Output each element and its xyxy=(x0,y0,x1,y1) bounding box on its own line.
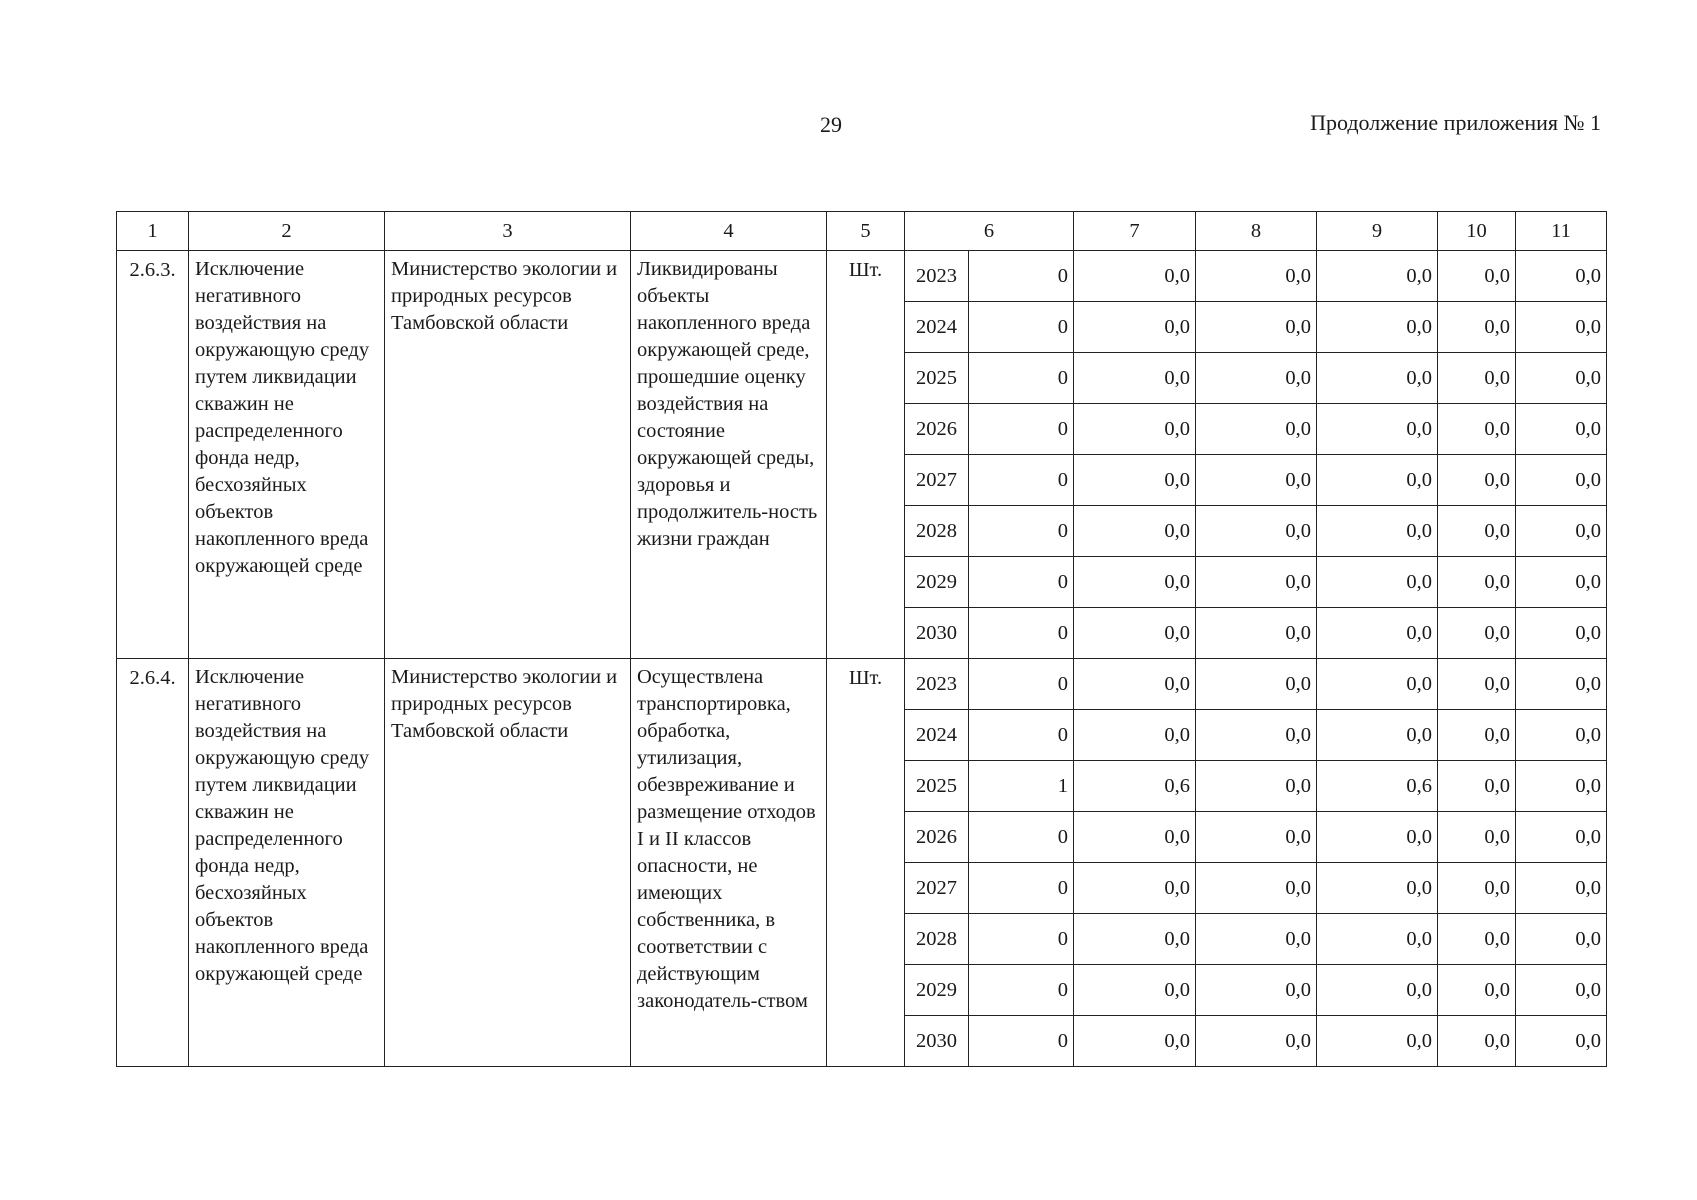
value-cell: 0,0 xyxy=(1438,353,1516,404)
year-cell: 2029 xyxy=(905,965,969,1016)
quantity-cell: 0 xyxy=(969,659,1074,710)
quantity-cell: 0 xyxy=(969,863,1074,914)
table-row xyxy=(117,251,1607,302)
column-header: 2 xyxy=(189,212,385,251)
value-cell: 0,0 xyxy=(1317,251,1438,302)
page-number: 29 xyxy=(820,112,842,137)
value-cell: 0,0 xyxy=(1516,1016,1607,1067)
year-cell: 2025 xyxy=(905,761,969,812)
value-cell: 0,0 xyxy=(1317,506,1438,557)
value-cell: 0,0 xyxy=(1074,1016,1196,1067)
value-cell: 0,0 xyxy=(1074,863,1196,914)
column-header: 10 xyxy=(1438,212,1516,251)
value-cell: 0,0 xyxy=(1438,302,1516,353)
value-cell: 0,0 xyxy=(1516,455,1607,506)
value-cell: 0,0 xyxy=(1317,659,1438,710)
value-cell: 0,0 xyxy=(1074,914,1196,965)
value-cell: 0,0 xyxy=(1074,557,1196,608)
value-cell: 0,0 xyxy=(1196,1016,1317,1067)
value-cell: 0,0 xyxy=(1516,812,1607,863)
value-cell: 0,6 xyxy=(1074,761,1196,812)
value-cell: 0,0 xyxy=(1438,812,1516,863)
column-header: 11 xyxy=(1516,212,1607,251)
value-cell: 0,0 xyxy=(1196,659,1317,710)
value-cell: 0,0 xyxy=(1516,710,1607,761)
indicator: Осуществлена транспортировка, обработка, утилизация, обезвреживание и размещение отходов I и II классов опасности, не имеющих собственника, в соответствии с действующим законодатель-ством xyxy=(631,659,827,1067)
value-cell: 0,0 xyxy=(1516,608,1607,659)
value-cell: 0,0 xyxy=(1317,1016,1438,1067)
value-cell: 0,0 xyxy=(1196,914,1317,965)
appendix-continuation: Продолжение приложения № 1 xyxy=(1310,110,1601,135)
value-cell: 0,0 xyxy=(1438,965,1516,1016)
event-name: Исключение негативного воздействия на окружающую среду путем ликвидации скважин не распределенного фонда недр, бесхозяйных объектов накопленного вреда окружающей среде xyxy=(189,659,385,1067)
column-header: 1 xyxy=(117,212,189,251)
executor: Министерство экологии и природных ресурсов Тамбовской области xyxy=(385,659,631,1067)
year-cell: 2023 xyxy=(905,659,969,710)
value-cell: 0,0 xyxy=(1438,659,1516,710)
value-cell: 0,0 xyxy=(1196,761,1317,812)
quantity-cell: 0 xyxy=(969,1016,1074,1067)
year-cell: 2028 xyxy=(905,914,969,965)
table-row xyxy=(117,659,1607,710)
value-cell: 0,0 xyxy=(1317,455,1438,506)
quantity-cell: 0 xyxy=(969,965,1074,1016)
quantity-cell: 0 xyxy=(969,812,1074,863)
header-row xyxy=(117,212,1607,251)
value-cell: 0,0 xyxy=(1438,710,1516,761)
year-cell: 2026 xyxy=(905,404,969,455)
year-cell: 2028 xyxy=(905,506,969,557)
year-cell: 2030 xyxy=(905,1016,969,1067)
column-header: 9 xyxy=(1317,212,1438,251)
value-cell: 0,0 xyxy=(1196,557,1317,608)
column-header: 6 xyxy=(905,212,1074,251)
quantity-cell: 0 xyxy=(969,455,1074,506)
value-cell: 0,0 xyxy=(1317,812,1438,863)
value-cell: 0,0 xyxy=(1317,404,1438,455)
value-cell: 0,0 xyxy=(1074,302,1196,353)
quantity-cell: 0 xyxy=(969,251,1074,302)
quantity-cell: 0 xyxy=(969,353,1074,404)
value-cell: 0,0 xyxy=(1516,914,1607,965)
value-cell: 0,0 xyxy=(1196,965,1317,1016)
year-cell: 2023 xyxy=(905,251,969,302)
value-cell: 0,0 xyxy=(1196,506,1317,557)
indicator: Ликвидированы объекты накопленного вреда окружающей среде, прошедшие оценку воздействия на состояние окружающей среды, здоровья и продолжитель-ность жизни граждан xyxy=(631,251,827,659)
value-cell: 0,0 xyxy=(1317,710,1438,761)
value-cell: 0,0 xyxy=(1074,404,1196,455)
value-cell: 0,0 xyxy=(1438,506,1516,557)
value-cell: 0,0 xyxy=(1516,506,1607,557)
value-cell: 0,0 xyxy=(1074,608,1196,659)
column-header: 8 xyxy=(1196,212,1317,251)
quantity-cell: 1 xyxy=(969,761,1074,812)
unit: Шт. xyxy=(827,659,905,1067)
quantity-cell: 0 xyxy=(969,710,1074,761)
quantity-cell: 0 xyxy=(969,608,1074,659)
value-cell: 0,0 xyxy=(1196,710,1317,761)
event-name: Исключение негативного воздействия на окружающую среду путем ликвидации скважин не распределенного фонда недр, бесхозяйных объектов накопленного вреда окружающей среде xyxy=(189,251,385,659)
value-cell: 0,0 xyxy=(1317,863,1438,914)
value-cell: 0,0 xyxy=(1196,608,1317,659)
value-cell: 0,0 xyxy=(1074,353,1196,404)
value-cell: 0,0 xyxy=(1438,914,1516,965)
value-cell: 0,0 xyxy=(1516,302,1607,353)
value-cell: 0,0 xyxy=(1317,608,1438,659)
value-cell: 0,0 xyxy=(1196,863,1317,914)
data-table xyxy=(116,211,1607,1067)
year-cell: 2026 xyxy=(905,812,969,863)
value-cell: 0,0 xyxy=(1074,710,1196,761)
year-cell: 2027 xyxy=(905,863,969,914)
quantity-cell: 0 xyxy=(969,404,1074,455)
year-cell: 2025 xyxy=(905,353,969,404)
value-cell: 0,0 xyxy=(1438,404,1516,455)
row-number: 2.6.4. xyxy=(117,659,189,1067)
value-cell: 0,0 xyxy=(1196,455,1317,506)
value-cell: 0,0 xyxy=(1074,812,1196,863)
year-cell: 2029 xyxy=(905,557,969,608)
quantity-cell: 0 xyxy=(969,302,1074,353)
value-cell: 0,0 xyxy=(1516,761,1607,812)
value-cell: 0,0 xyxy=(1196,353,1317,404)
year-cell: 2030 xyxy=(905,608,969,659)
value-cell: 0,0 xyxy=(1317,914,1438,965)
value-cell: 0,0 xyxy=(1438,455,1516,506)
value-cell: 0,0 xyxy=(1516,353,1607,404)
column-header: 4 xyxy=(631,212,827,251)
value-cell: 0,0 xyxy=(1516,863,1607,914)
executor: Министерство экологии и природных ресурсов Тамбовской области xyxy=(385,251,631,659)
column-header: 5 xyxy=(827,212,905,251)
value-cell: 0,0 xyxy=(1074,659,1196,710)
value-cell: 0,0 xyxy=(1438,1016,1516,1067)
quantity-cell: 0 xyxy=(969,557,1074,608)
value-cell: 0,0 xyxy=(1317,353,1438,404)
value-cell: 0,0 xyxy=(1516,557,1607,608)
value-cell: 0,0 xyxy=(1074,965,1196,1016)
value-cell: 0,0 xyxy=(1438,608,1516,659)
value-cell: 0,0 xyxy=(1438,761,1516,812)
value-cell: 0,0 xyxy=(1516,965,1607,1016)
value-cell: 0,0 xyxy=(1438,863,1516,914)
table-body xyxy=(117,251,1607,1067)
value-cell: 0,0 xyxy=(1317,302,1438,353)
value-cell: 0,0 xyxy=(1516,404,1607,455)
quantity-cell: 0 xyxy=(969,914,1074,965)
value-cell: 0,0 xyxy=(1317,965,1438,1016)
value-cell: 0,6 xyxy=(1317,761,1438,812)
value-cell: 0,0 xyxy=(1438,557,1516,608)
year-cell: 2024 xyxy=(905,302,969,353)
value-cell: 0,0 xyxy=(1438,251,1516,302)
year-cell: 2027 xyxy=(905,455,969,506)
value-cell: 0,0 xyxy=(1196,302,1317,353)
unit: Шт. xyxy=(827,251,905,659)
value-cell: 0,0 xyxy=(1074,455,1196,506)
column-header: 7 xyxy=(1074,212,1196,251)
value-cell: 0,0 xyxy=(1317,557,1438,608)
column-header: 3 xyxy=(385,212,631,251)
value-cell: 0,0 xyxy=(1196,251,1317,302)
value-cell: 0,0 xyxy=(1074,251,1196,302)
value-cell: 0,0 xyxy=(1516,251,1607,302)
value-cell: 0,0 xyxy=(1196,812,1317,863)
value-cell: 0,0 xyxy=(1196,404,1317,455)
value-cell: 0,0 xyxy=(1516,659,1607,710)
value-cell: 0,0 xyxy=(1074,506,1196,557)
row-number: 2.6.3. xyxy=(117,251,189,659)
quantity-cell: 0 xyxy=(969,506,1074,557)
year-cell: 2024 xyxy=(905,710,969,761)
